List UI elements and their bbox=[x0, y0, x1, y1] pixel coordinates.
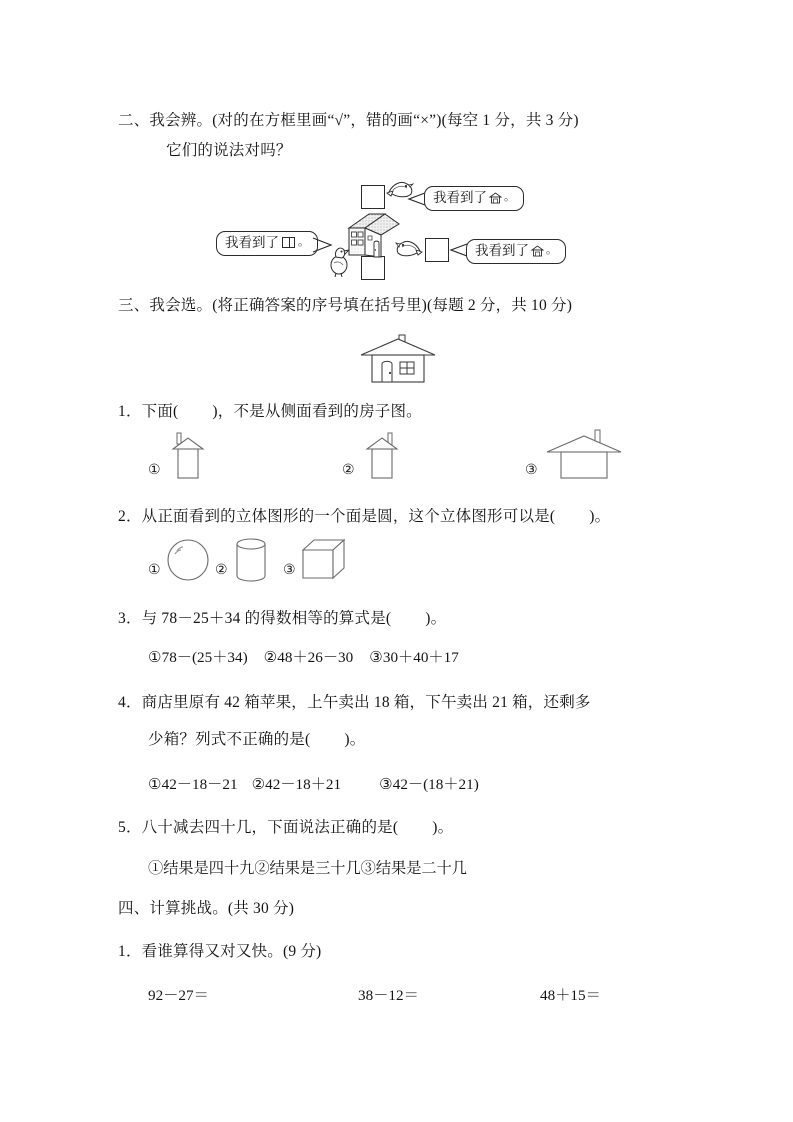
bubble-text-before: 我看到了 bbox=[475, 243, 529, 258]
house-glyph-icon bbox=[489, 192, 502, 204]
question-4-text-line2 bbox=[148, 729, 365, 751]
bubble-tail-bottom-right bbox=[450, 243, 468, 257]
speech-bubble-left bbox=[216, 231, 318, 256]
question-5-stem-tail: )。 bbox=[432, 819, 454, 836]
section-two-prompt: 它们的说法对吗？ bbox=[166, 142, 292, 159]
question-2-stem-tail: )。 bbox=[589, 508, 611, 525]
option-item[interactable]: ③30＋40＋17 bbox=[369, 649, 459, 666]
section-two-heading: 二、我会辨。(对的在方框里画“√”，错的画“×”)(每空 1 分，共 3 分) bbox=[118, 112, 579, 129]
question-3-stem-tail: )。 bbox=[425, 610, 447, 627]
question-4-options bbox=[148, 773, 479, 794]
question-5-options[interactable]: ①结果是四十九②结果是三十几③结果是二十几 bbox=[148, 860, 467, 877]
sphere-figure bbox=[166, 538, 210, 582]
computation-problem-2[interactable]: 38－12＝ bbox=[358, 987, 419, 1004]
option-label: ② bbox=[342, 463, 355, 478]
computation-problem-1[interactable]: 92－27＝ bbox=[148, 987, 209, 1004]
option-label: ③ bbox=[525, 463, 538, 478]
bubble-text-after: 。 bbox=[504, 191, 515, 204]
option-label: ① bbox=[148, 563, 161, 578]
option-item[interactable]: ③42－(18＋21) bbox=[379, 776, 479, 793]
bubble-text-after: 。 bbox=[546, 244, 557, 257]
question-2-text bbox=[118, 506, 610, 528]
question-1-stem-tail: )，不是从侧面看到的房子图。 bbox=[212, 403, 422, 420]
house-glyph-icon bbox=[531, 245, 544, 257]
bubble-text-before: 我看到了 bbox=[433, 190, 487, 205]
cylinder-figure bbox=[233, 536, 269, 584]
bubble-tail-left bbox=[312, 237, 332, 253]
question-2-stem: 从正面看到的立体图形的一个面是圆，这个立体图形可以是( bbox=[141, 508, 556, 525]
option-item[interactable]: ①42－18－21 bbox=[148, 776, 238, 793]
reference-house-figure bbox=[358, 333, 438, 385]
question-5-stem: 八十减去四十几，下面说法正确的是( bbox=[141, 819, 399, 836]
central-3d-house-figure bbox=[347, 211, 403, 259]
option-label: ① bbox=[148, 463, 161, 478]
section-three-heading: 三、我会选。(将正确答案的序号填在括号里)(每题 2 分，共 10 分) bbox=[118, 297, 573, 314]
speech-bubble-top-right bbox=[424, 186, 524, 211]
question-3-number: 3． bbox=[118, 610, 142, 627]
q1-number: 1． bbox=[118, 943, 142, 960]
question-5-text bbox=[118, 817, 453, 839]
option-item[interactable]: ②42－18＋21 bbox=[251, 776, 342, 793]
question-1-text bbox=[118, 401, 422, 423]
q1-stem: 看谁算得又对又快。(9 分) bbox=[141, 943, 322, 960]
question-3-stem: 与 78－25＋34 的得数相等的算式是( bbox=[141, 610, 392, 627]
answer-box-bottom[interactable] bbox=[361, 256, 385, 280]
option-item[interactable]: ①78－(25＋34) bbox=[148, 649, 248, 666]
bubble-tail-top-right bbox=[408, 192, 426, 206]
question-4-number: 4． bbox=[118, 694, 142, 711]
question-2-number: 2． bbox=[118, 508, 142, 525]
section-four-heading: 四、计算挑战。(共 30 分) bbox=[118, 900, 295, 917]
narrow-house-left-chimney-figure bbox=[168, 432, 208, 480]
window-glyph-icon bbox=[282, 237, 295, 248]
option-label: ② bbox=[215, 563, 228, 578]
option-item[interactable]: ②48＋26－30 bbox=[263, 649, 354, 666]
speech-bubble-bottom-right bbox=[466, 239, 566, 264]
wide-house-chimney-figure bbox=[545, 428, 623, 480]
question-4-stem: 商店里原有 42 箱苹果，上午卖出 18 箱，下午卖出 21 箱，还剩多 bbox=[141, 694, 591, 711]
section-four-question-1 bbox=[118, 941, 321, 963]
answer-box-top[interactable] bbox=[361, 185, 385, 209]
answer-box-right[interactable] bbox=[425, 238, 449, 262]
question-3-options bbox=[148, 646, 459, 667]
question-1-number: 1． bbox=[118, 403, 142, 420]
computation-problem-3[interactable]: 48＋15＝ bbox=[540, 987, 601, 1004]
question-1-stem: 下面( bbox=[141, 403, 179, 420]
question-4-text-line1 bbox=[118, 692, 591, 714]
cube-figure bbox=[301, 538, 349, 582]
option-label: ③ bbox=[283, 563, 296, 578]
question-4-stem-line2: 少箱？列式不正确的是( bbox=[148, 731, 311, 748]
question-4-stem-tail: )。 bbox=[344, 731, 366, 748]
bubble-text-before: 我看到了 bbox=[225, 235, 279, 250]
question-5-number: 5． bbox=[118, 819, 142, 836]
question-3-text bbox=[118, 608, 446, 630]
bubble-text-after: 。 bbox=[298, 236, 309, 249]
narrow-house-right-chimney-figure bbox=[362, 432, 402, 480]
